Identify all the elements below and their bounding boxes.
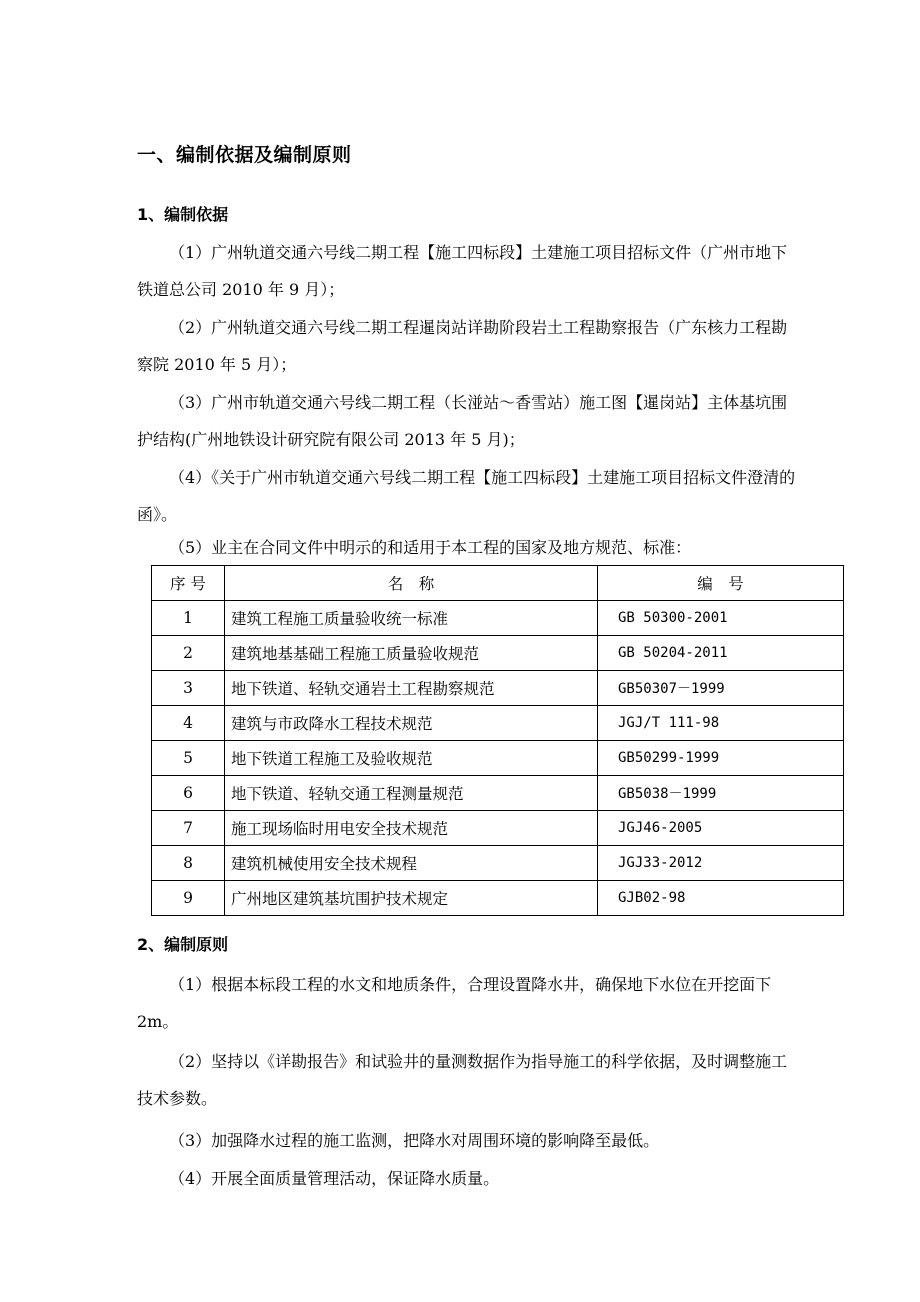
row-no: 2	[152, 636, 225, 671]
row-name: 地下铁道、轻轨交通工程测量规范	[225, 776, 598, 811]
row-no: 9	[152, 881, 225, 916]
row-name: 施工现场临时用电安全技术规范	[225, 811, 598, 846]
table-row	[152, 671, 844, 706]
basis-item-5: （5）业主在合同文件中明示的和适用于本工程的国家及地方规范、标准：	[169, 538, 692, 557]
row-name: 建筑工程施工质量验收统一标准	[225, 601, 598, 636]
principle-item-4: （4）开展全面质量管理活动，保证降水质量。	[169, 1169, 500, 1188]
row-code: GB50299-1999	[598, 741, 844, 776]
basis-item-2: （2）广州轨道交通六号线二期工程暹岗站详勘阶段岩土工程勘察报告（广东核力工程勘察院 2010 年 5 月）；	[137, 318, 788, 374]
row-code: GJB02-98	[598, 881, 844, 916]
header-code: 编 号	[598, 566, 844, 601]
basis-item-1: （1）广州轨道交通六号线二期工程【施工四标段】土建施工项目招标文件（广州市地下铁道总公司 2010 年 9 月）；	[137, 243, 788, 299]
standards-table	[151, 565, 844, 916]
table-row	[152, 706, 844, 741]
section-title: 一、编制依据及编制原则	[137, 144, 352, 166]
table-row	[152, 881, 844, 916]
row-code: GB 50300-2001	[598, 601, 844, 636]
row-no: 4	[152, 706, 225, 741]
basis-item-4: （4）《关于广州市轨道交通六号线二期工程【施工四标段】土建施工项目招标文件澄清的函》。	[137, 468, 796, 524]
basis-item-3: （3）广州市轨道交通六号线二期工程（长湴站～香雪站）施工图【暹岗站】主体基坑围护结构(广州地铁设计研究院有限公司 2013 年 5 月)；	[137, 393, 788, 449]
row-code: GB5038－1999	[598, 776, 844, 811]
row-name: 建筑机械使用安全技术规程	[225, 846, 598, 881]
row-code: GB 50204-2011	[598, 636, 844, 671]
table-row	[152, 601, 844, 636]
row-no: 6	[152, 776, 225, 811]
header-no: 序 号	[152, 566, 225, 601]
principle-item-2: （2）坚持以《详勘报告》和试验井的量测数据作为指导施工的科学依据，及时调整施工技术参数。	[137, 1052, 788, 1108]
basis-heading: 1、编制依据	[137, 205, 229, 224]
row-name: 广州地区建筑基坑围护技术规定	[225, 881, 598, 916]
row-code: JGJ46-2005	[598, 811, 844, 846]
table-row	[152, 811, 844, 846]
principle-item-1: （1）根据本标段工程的水文和地质条件，合理设置降水井，确保地下水位在开挖面下 2m。	[137, 975, 772, 1031]
table-header-row	[152, 566, 844, 601]
principle-item-3: （3）加强降水过程的施工监测，把降水对周围环境的影响降至最低。	[169, 1131, 660, 1150]
table-row	[152, 636, 844, 671]
table-row	[152, 741, 844, 776]
row-no: 7	[152, 811, 225, 846]
table-row	[152, 846, 844, 881]
principles-heading: 2、编制原则	[137, 935, 229, 954]
row-no: 5	[152, 741, 225, 776]
row-name: 建筑与市政降水工程技术规范	[225, 706, 598, 741]
row-no: 8	[152, 846, 225, 881]
header-name: 名 称	[225, 566, 598, 601]
row-name: 地下铁道、轻轨交通岩土工程勘察规范	[225, 671, 598, 706]
row-no: 3	[152, 671, 225, 706]
row-code: JGJ33-2012	[598, 846, 844, 881]
row-name: 地下铁道工程施工及验收规范	[225, 741, 598, 776]
row-code: GB50307－1999	[598, 671, 844, 706]
row-code: JGJ/T 111-98	[598, 706, 844, 741]
row-no: 1	[152, 601, 225, 636]
table-row	[152, 776, 844, 811]
row-name: 建筑地基基础工程施工质量验收规范	[225, 636, 598, 671]
